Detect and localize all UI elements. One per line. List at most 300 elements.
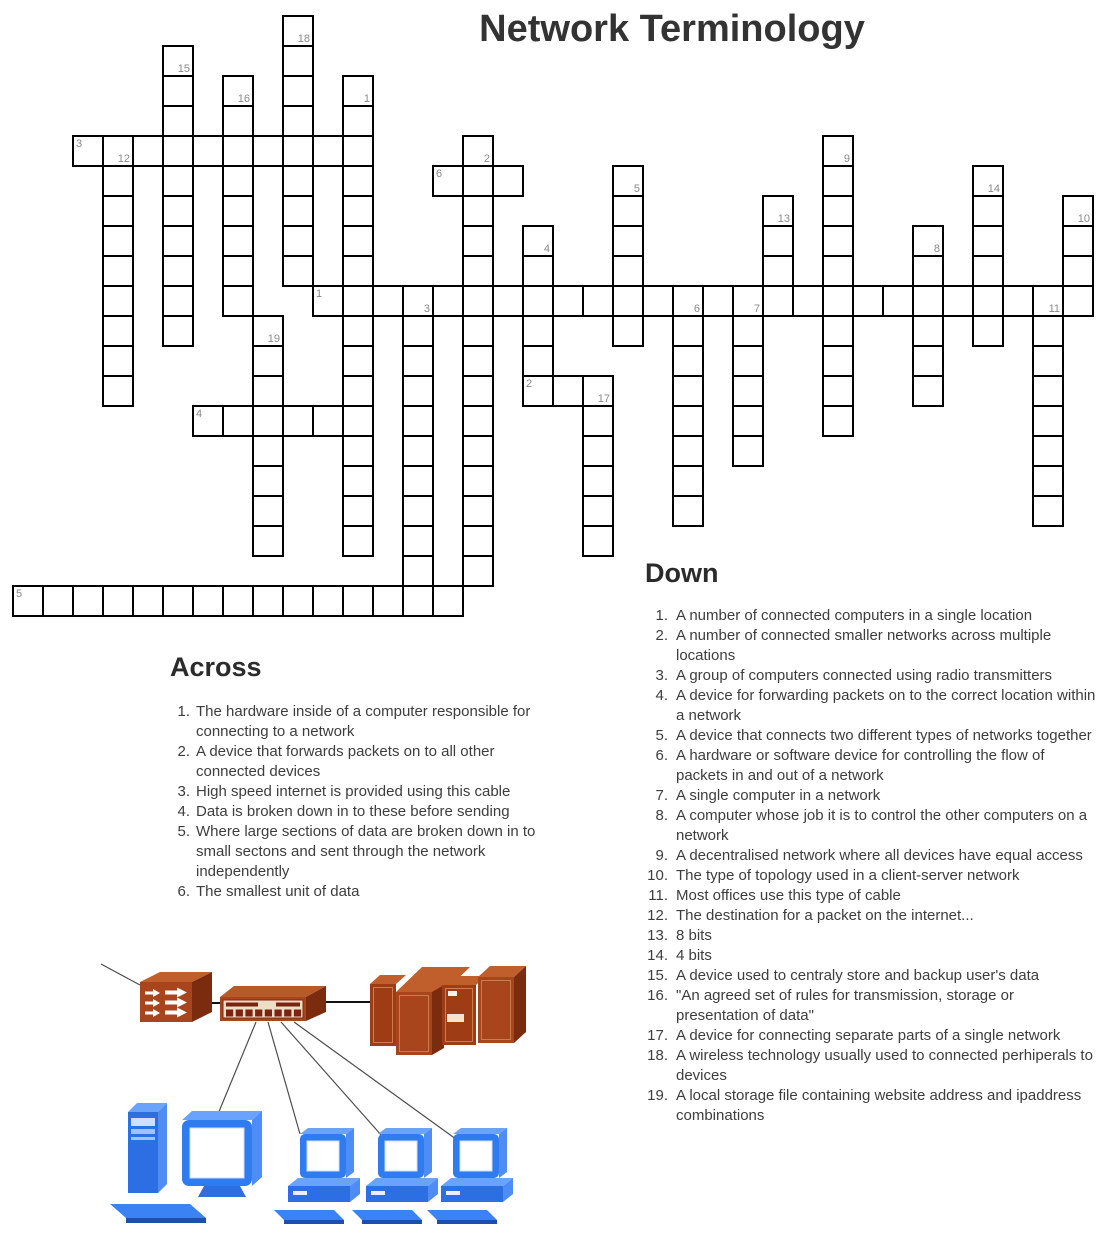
grid-cell[interactable]	[972, 195, 1004, 227]
grid-cell[interactable]	[852, 285, 884, 317]
clue-number-label: 10	[1077, 213, 1090, 225]
clue-text: A local storage file containing website address and ipaddress combinations	[676, 1087, 1082, 1124]
clue-text: A number of connected computers in a single location	[676, 607, 1033, 624]
grid-cell[interactable]	[462, 525, 494, 557]
grid-cell[interactable]	[822, 405, 854, 437]
grid-cell[interactable]	[432, 285, 464, 317]
grid-cell[interactable]	[372, 285, 404, 317]
grid-cell[interactable]	[462, 255, 494, 287]
grid-cell[interactable]	[612, 225, 644, 257]
grid-cell[interactable]	[402, 285, 434, 317]
grid-cell[interactable]	[162, 225, 194, 257]
grid-cell[interactable]	[1032, 315, 1064, 347]
grid-cell[interactable]	[162, 585, 194, 617]
grid-cell[interactable]	[342, 405, 374, 437]
clue-number: 18.	[647, 1047, 668, 1064]
hub-icon	[140, 972, 212, 1022]
grid-cell[interactable]	[612, 285, 644, 317]
clue-number: 19.	[647, 1087, 668, 1104]
grid-cell[interactable]	[282, 585, 314, 617]
clue-number-label: 5	[16, 588, 23, 600]
clue-number: 1.	[177, 703, 190, 720]
grid-cell[interactable]	[102, 285, 134, 317]
grid-cell[interactable]	[492, 285, 524, 317]
clue-number-label: 5	[633, 183, 640, 195]
grid-cell[interactable]	[612, 255, 644, 287]
grid-cell[interactable]	[462, 195, 494, 227]
grid-cell[interactable]	[582, 525, 614, 557]
grid-cell[interactable]	[402, 345, 434, 377]
grid-cell[interactable]	[1032, 345, 1064, 377]
grid-cell[interactable]	[1062, 285, 1094, 317]
down-clue-list	[638, 606, 1110, 1126]
grid-cell[interactable]	[672, 435, 704, 467]
grid-cell[interactable]	[162, 255, 194, 287]
grid-cell[interactable]	[522, 225, 554, 257]
grid-cell[interactable]	[762, 195, 794, 227]
grid-cell[interactable]	[642, 285, 674, 317]
clue-number-label: 12	[117, 153, 130, 165]
clue-text: A wireless technology usually used to connected perhiperals to devices	[676, 1047, 1093, 1084]
grid-cell[interactable]	[282, 105, 314, 137]
grid-cell[interactable]	[612, 315, 644, 347]
clue-text: A device for connecting separate parts of a single network	[676, 1027, 1061, 1044]
clue-item	[638, 606, 1110, 626]
grid-cell[interactable]	[972, 255, 1004, 287]
grid-cell[interactable]	[282, 75, 314, 107]
grid-cell[interactable]	[252, 525, 284, 557]
clue-number-label: 6	[693, 303, 700, 315]
grid-cell[interactable]	[342, 345, 374, 377]
clue-item	[162, 882, 562, 902]
grid-cell[interactable]	[462, 435, 494, 467]
grid-cell[interactable]	[252, 585, 284, 617]
grid-cell[interactable]	[282, 15, 314, 47]
clue-number-label: 1	[316, 288, 323, 300]
grid-cell[interactable]	[252, 375, 284, 407]
grid-cell[interactable]	[102, 345, 134, 377]
grid-cell[interactable]	[102, 135, 134, 167]
clue-text: A hardware or software device for controlling the flow of packets in and out of a network	[676, 747, 1045, 784]
clue-number-label: 18	[297, 33, 310, 45]
clue-number-label: 4	[196, 408, 203, 420]
grid-cell[interactable]	[552, 375, 584, 407]
clue-number: 6.	[177, 883, 190, 900]
grid-cell[interactable]	[402, 405, 434, 437]
grid-cell[interactable]	[822, 315, 854, 347]
grid-cell[interactable]	[822, 345, 854, 377]
grid-cell[interactable]	[1062, 255, 1094, 287]
grid-cell[interactable]	[162, 315, 194, 347]
grid-cell[interactable]	[822, 375, 854, 407]
clue-text: A computer whose job it is to control the other computers on a network	[676, 807, 1088, 844]
grid-cell[interactable]	[102, 315, 134, 347]
grid-cell[interactable]	[402, 525, 434, 557]
grid-cell[interactable]	[732, 435, 764, 467]
grid-cell[interactable]	[672, 315, 704, 347]
grid-cell[interactable]	[42, 585, 74, 617]
grid-cell[interactable]	[222, 285, 254, 317]
grid-cell[interactable]	[342, 255, 374, 287]
clue-text: Data is broken down in to these before sending	[196, 803, 510, 820]
grid-cell[interactable]	[342, 135, 374, 167]
grid-cell[interactable]	[342, 285, 374, 317]
grid-cell[interactable]	[612, 195, 644, 227]
grid-cell[interactable]	[252, 405, 284, 437]
grid-cell[interactable]	[462, 345, 494, 377]
grid-cell[interactable]	[582, 465, 614, 497]
clue-number: 5.	[655, 727, 668, 744]
grid-cell[interactable]	[282, 225, 314, 257]
clue-text: Most offices use this type of cable	[676, 887, 901, 904]
grid-cell[interactable]	[102, 225, 134, 257]
grid-cell[interactable]	[462, 135, 494, 167]
grid-cell[interactable]	[912, 345, 944, 377]
down-heading: Down	[645, 558, 719, 588]
clue-number-label: 2	[483, 153, 490, 165]
grid-cell[interactable]	[162, 75, 194, 107]
clue-text: The smallest unit of data	[196, 883, 360, 900]
grid-cell[interactable]	[1032, 495, 1064, 527]
clue-text: The destination for a packet on the internet...	[676, 907, 974, 924]
grid-cell[interactable]	[522, 375, 554, 407]
grid-cell[interactable]	[1032, 375, 1064, 407]
grid-cell[interactable]	[912, 255, 944, 287]
clue-item	[638, 746, 1110, 786]
grid-cell[interactable]	[732, 315, 764, 347]
grid-cell[interactable]	[822, 135, 854, 167]
grid-cell[interactable]	[402, 465, 434, 497]
grid-cell[interactable]	[102, 585, 134, 617]
grid-cell[interactable]	[1032, 405, 1064, 437]
grid-cell[interactable]	[402, 555, 434, 587]
clue-text: Where large sections of data are broken down in to small sectons and sent through the network independently	[196, 823, 536, 880]
clue-item	[162, 702, 562, 742]
grid-cell[interactable]	[162, 195, 194, 227]
clue-number: 16.	[647, 987, 668, 1004]
grid-cell[interactable]	[282, 255, 314, 287]
grid-cell[interactable]	[312, 285, 344, 317]
clue-number: 15.	[647, 967, 668, 984]
grid-cell[interactable]	[222, 405, 254, 437]
clue-text: A device that connects two different types of networks together	[676, 727, 1092, 744]
grid-cell[interactable]	[462, 555, 494, 587]
clue-item	[638, 666, 1110, 686]
cable-line	[218, 1022, 256, 1114]
grid-cell[interactable]	[792, 285, 824, 317]
grid-cell[interactable]	[702, 285, 734, 317]
clue-text: High speed internet is provided using this cable	[196, 783, 511, 800]
across-heading: Across	[170, 652, 262, 682]
grid-cell[interactable]	[252, 345, 284, 377]
clue-item	[638, 926, 1110, 946]
grid-cell[interactable]	[132, 585, 164, 617]
grid-cell[interactable]	[402, 435, 434, 467]
grid-cell[interactable]	[372, 585, 404, 617]
clue-number: 8.	[655, 807, 668, 824]
clue-number-label: 19	[267, 333, 280, 345]
grid-cell[interactable]	[222, 195, 254, 227]
clue-text: A single computer in a network	[676, 787, 881, 804]
grid-cell[interactable]	[552, 285, 584, 317]
grid-cell[interactable]	[282, 45, 314, 77]
clue-item	[638, 1046, 1110, 1086]
grid-cell[interactable]	[762, 225, 794, 257]
grid-cell[interactable]	[582, 405, 614, 437]
clue-number: 11.	[648, 887, 668, 904]
grid-cell[interactable]	[252, 315, 284, 347]
clue-number: 17.	[647, 1027, 668, 1044]
grid-cell[interactable]	[222, 225, 254, 257]
grid-cell[interactable]	[432, 165, 464, 197]
grid-cell[interactable]	[312, 585, 344, 617]
grid-cell[interactable]	[252, 465, 284, 497]
terminal-icon	[274, 1128, 360, 1224]
clue-text: 4 bits	[676, 947, 712, 964]
clue-text: The hardware inside of a computer responsible for connecting to a network	[196, 703, 531, 740]
grid-cell[interactable]	[342, 75, 374, 107]
grid-cell[interactable]	[462, 375, 494, 407]
clue-item	[162, 742, 562, 782]
grid-cell[interactable]	[972, 165, 1004, 197]
grid-cell[interactable]	[1032, 435, 1064, 467]
grid-cell[interactable]	[222, 255, 254, 287]
clue-number: 5.	[177, 823, 190, 840]
clue-number: 2.	[177, 743, 190, 760]
grid-cell[interactable]	[342, 435, 374, 467]
clue-text: A number of connected smaller networks across multiple locations	[676, 627, 1052, 664]
clue-item	[638, 786, 1110, 806]
grid-cell[interactable]	[462, 315, 494, 347]
clue-item	[638, 866, 1110, 886]
clue-number: 10.	[647, 867, 668, 884]
grid-cell[interactable]	[972, 225, 1004, 257]
grid-cell[interactable]	[462, 465, 494, 497]
grid-cell[interactable]	[462, 225, 494, 257]
grid-cell[interactable]	[822, 285, 854, 317]
grid-cell[interactable]	[342, 195, 374, 227]
grid-cell[interactable]	[312, 405, 344, 437]
grid-cell[interactable]	[252, 435, 284, 467]
clue-text: A device that forwards packets on to all other connected devices	[196, 743, 495, 780]
grid-cell[interactable]	[252, 135, 284, 167]
grid-cell[interactable]	[402, 495, 434, 527]
grid-cell[interactable]	[882, 285, 914, 317]
across-clue-list	[162, 702, 562, 902]
clue-number: 3.	[655, 667, 668, 684]
desktop-pc-icon	[110, 1103, 262, 1223]
clue-text: 8 bits	[676, 927, 712, 944]
grid-cell[interactable]	[762, 255, 794, 287]
clue-text: "An agreed set of rules for transmission, storage or presentation of data"	[676, 987, 1014, 1024]
grid-cell[interactable]	[462, 405, 494, 437]
hub-arrows	[145, 988, 187, 1018]
grid-cell[interactable]	[912, 315, 944, 347]
clue-number: 3.	[177, 783, 190, 800]
grid-cell[interactable]	[342, 315, 374, 347]
clue-text: A group of computers connected using radio transmitters	[676, 667, 1053, 684]
grid-cell[interactable]	[222, 165, 254, 197]
grid-cell[interactable]	[342, 225, 374, 257]
clue-number: 2.	[655, 627, 668, 644]
grid-cell[interactable]	[582, 495, 614, 527]
grid-cell[interactable]	[162, 135, 194, 167]
grid-cell[interactable]	[912, 375, 944, 407]
grid-cell[interactable]	[162, 285, 194, 317]
grid-cell[interactable]	[282, 165, 314, 197]
grid-cell[interactable]	[822, 225, 854, 257]
clue-item	[162, 802, 562, 822]
grid-cell[interactable]	[672, 465, 704, 497]
grid-cell[interactable]	[102, 195, 134, 227]
grid-cell[interactable]	[252, 495, 284, 527]
grid-cell[interactable]	[402, 375, 434, 407]
grid-cell[interactable]	[72, 135, 104, 167]
grid-cell[interactable]	[432, 585, 464, 617]
grid-cell[interactable]	[672, 375, 704, 407]
grid-cell[interactable]	[402, 315, 434, 347]
grid-cell[interactable]	[762, 285, 794, 317]
clue-item	[638, 846, 1110, 866]
grid-cell[interactable]	[192, 585, 224, 617]
clue-item	[638, 626, 1110, 666]
grid-cell[interactable]	[672, 405, 704, 437]
grid-cell[interactable]	[582, 375, 614, 407]
grid-cell[interactable]	[342, 585, 374, 617]
grid-cell[interactable]	[282, 405, 314, 437]
grid-cell[interactable]	[912, 225, 944, 257]
clue-number: 9.	[655, 847, 668, 864]
clue-number: 4.	[177, 803, 190, 820]
grid-cell[interactable]	[1032, 285, 1064, 317]
grid-cell[interactable]	[942, 285, 974, 317]
grid-cell[interactable]	[342, 375, 374, 407]
clue-number: 14.	[647, 947, 668, 964]
grid-cell[interactable]	[822, 195, 854, 227]
cable-line	[101, 964, 140, 985]
grid-cell[interactable]	[402, 585, 434, 617]
grid-cell[interactable]	[342, 105, 374, 137]
clue-number: 7.	[655, 787, 668, 804]
grid-cell[interactable]	[522, 345, 554, 377]
grid-cell[interactable]	[342, 465, 374, 497]
grid-cell[interactable]	[822, 255, 854, 287]
grid-cell[interactable]	[1062, 195, 1094, 227]
grid-cell[interactable]	[822, 165, 854, 197]
grid-cell[interactable]	[582, 435, 614, 467]
grid-cell[interactable]	[522, 285, 554, 317]
grid-cell[interactable]	[162, 105, 194, 137]
clue-item	[638, 726, 1110, 746]
clue-number-label: 13	[777, 213, 790, 225]
grid-cell[interactable]	[732, 345, 764, 377]
clue-number-label: 1	[363, 93, 370, 105]
grid-cell[interactable]	[132, 135, 164, 167]
grid-cell[interactable]	[222, 105, 254, 137]
grid-cell[interactable]	[972, 285, 1004, 317]
clue-item	[638, 806, 1110, 846]
grid-cell[interactable]	[312, 135, 344, 167]
grid-cell[interactable]	[492, 165, 524, 197]
clue-item	[638, 966, 1110, 986]
clue-number: 6.	[655, 747, 668, 764]
grid-cell[interactable]	[462, 495, 494, 527]
grid-cell[interactable]	[612, 165, 644, 197]
terminal-icon	[352, 1128, 438, 1224]
clue-number-label: 11	[1048, 303, 1060, 315]
grid-cell[interactable]	[102, 255, 134, 287]
clue-number-label: 17	[597, 393, 610, 405]
clue-number-label: 16	[237, 93, 250, 105]
clue-item	[162, 822, 562, 882]
grid-cell[interactable]	[972, 315, 1004, 347]
grid-cell[interactable]	[222, 585, 254, 617]
grid-cell[interactable]	[342, 165, 374, 197]
clue-number-label: 6	[436, 168, 443, 180]
grid-cell[interactable]	[12, 585, 44, 617]
server-rack-icon	[370, 966, 526, 1055]
grid-cell[interactable]	[462, 165, 494, 197]
clue-number-label: 15	[177, 63, 190, 75]
grid-cell[interactable]	[102, 165, 134, 197]
clue-text: A decentralised network where all devices have equal access	[676, 847, 1083, 864]
grid-cell[interactable]	[1062, 225, 1094, 257]
grid-cell[interactable]	[522, 255, 554, 287]
grid-cell[interactable]	[462, 285, 494, 317]
grid-cell[interactable]	[192, 405, 224, 437]
switch-icon	[220, 986, 326, 1021]
grid-cell[interactable]	[732, 285, 764, 317]
grid-cell[interactable]	[282, 195, 314, 227]
grid-cell[interactable]	[222, 75, 254, 107]
clue-number: 13.	[647, 927, 668, 944]
grid-cell[interactable]	[162, 45, 194, 77]
clue-number-label: 7	[753, 303, 760, 315]
grid-cell[interactable]	[1002, 285, 1034, 317]
grid-cell[interactable]	[582, 285, 614, 317]
grid-cell[interactable]	[282, 135, 314, 167]
grid-cell[interactable]	[672, 495, 704, 527]
grid-cell[interactable]	[342, 525, 374, 557]
grid-cell[interactable]	[672, 285, 704, 317]
grid-cell[interactable]	[912, 285, 944, 317]
grid-cell[interactable]	[72, 585, 104, 617]
grid-cell[interactable]	[1032, 465, 1064, 497]
clue-number-label: 2	[526, 378, 533, 390]
clue-number: 1.	[655, 607, 668, 624]
clue-number-label: 9	[843, 153, 850, 165]
clue-item	[638, 686, 1110, 726]
clue-item	[638, 1026, 1110, 1046]
clue-number-label: 3	[423, 303, 430, 315]
clue-item	[638, 906, 1110, 926]
grid-cell[interactable]	[732, 375, 764, 407]
grid-cell[interactable]	[162, 165, 194, 197]
clue-number-label: 3	[76, 138, 83, 150]
grid-cell[interactable]	[342, 495, 374, 527]
clue-number-label: 4	[543, 243, 550, 255]
grid-cell[interactable]	[732, 405, 764, 437]
grid-cell[interactable]	[192, 135, 224, 167]
grid-cell[interactable]	[522, 315, 554, 347]
clue-number-label: 8	[933, 243, 940, 255]
clue-item	[638, 886, 1110, 906]
grid-cell[interactable]	[672, 345, 704, 377]
grid-cell[interactable]	[222, 135, 254, 167]
page-title: Network Terminology	[479, 8, 865, 50]
grid-cell[interactable]	[102, 375, 134, 407]
clue-number: 12.	[647, 907, 668, 924]
